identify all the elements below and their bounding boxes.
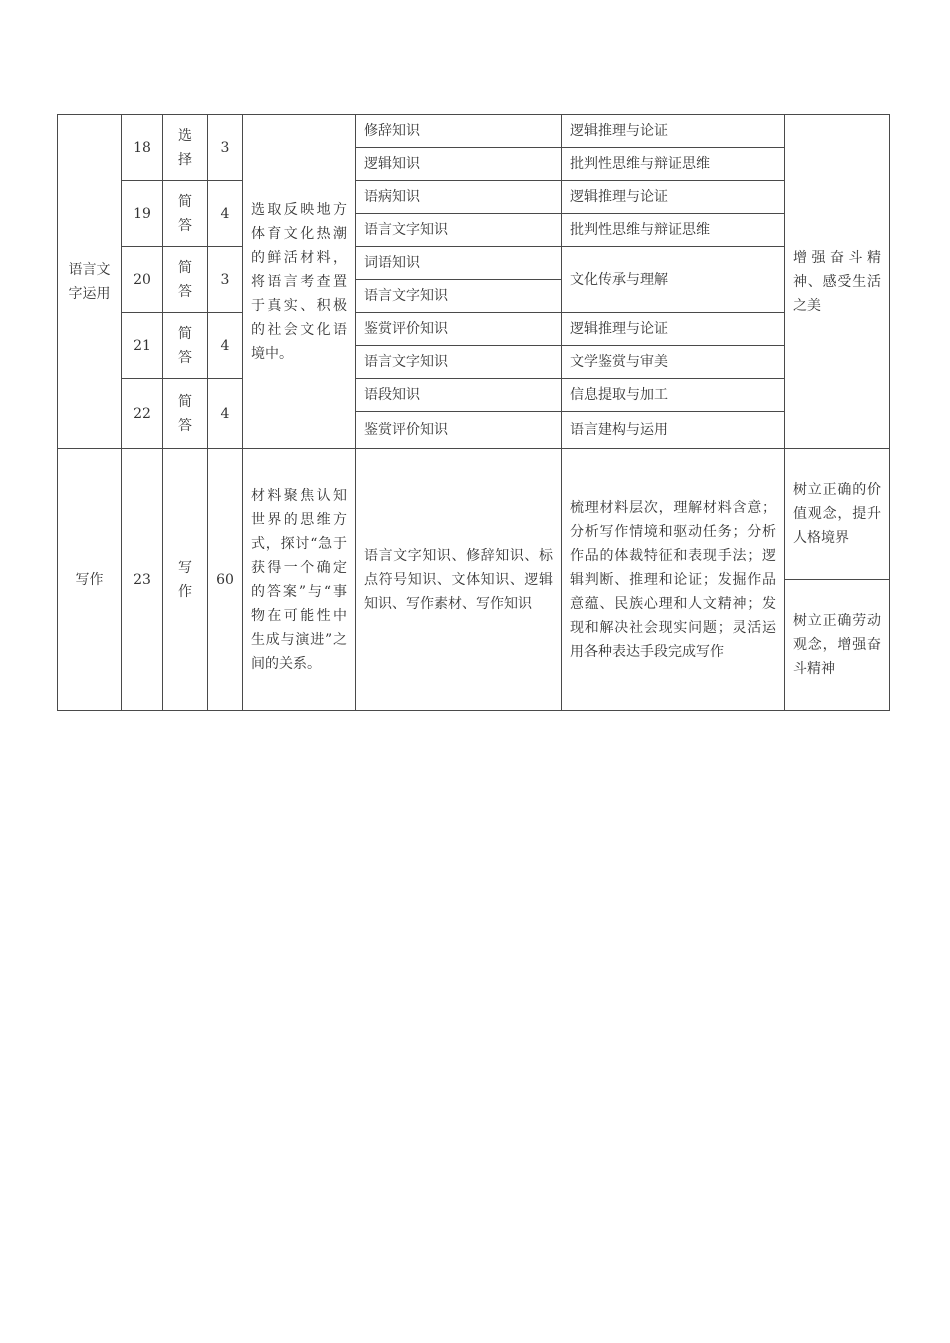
question-type: 简答 xyxy=(163,313,208,379)
question-number: 20 xyxy=(122,247,163,313)
table-row xyxy=(58,115,890,148)
ability-cell: 逻辑推理与论证 xyxy=(562,115,785,148)
material-description: 材料聚焦认知世界的思维方式，探讨“急于获得一个确定的答案”与“事物在可能性中生成与演进”之间的关系。 xyxy=(243,449,356,711)
table-row xyxy=(58,449,890,580)
knowledge-cell: 语言文字知识 xyxy=(356,214,562,247)
table-row xyxy=(58,181,890,214)
ability-cell: 逻辑推理与论证 xyxy=(562,313,785,346)
question-score: 4 xyxy=(208,313,243,379)
module-cell: 写作 xyxy=(58,449,122,711)
ability-cell: 语言建构与运用 xyxy=(562,412,785,449)
question-score: 60 xyxy=(208,449,243,711)
ability-cell: 逻辑推理与论证 xyxy=(562,181,785,214)
table-row xyxy=(58,379,890,412)
ability-cell: 梳理材料层次，理解材料含意；分析写作情境和驱动任务；分析作品的体裁特征和表现手法；逻辑判断、推理和论证；发掘作品意蕴、民族心理和人文精神；发现和解决社会现实问题；灵活运用各种表达手段完成写作 xyxy=(562,449,785,711)
question-type: 简答 xyxy=(163,247,208,313)
knowledge-cell: 语段知识 xyxy=(356,379,562,412)
question-number: 19 xyxy=(122,181,163,247)
ability-cell: 文化传承与理解 xyxy=(562,247,785,313)
knowledge-cell: 鉴赏评价知识 xyxy=(356,313,562,346)
ability-cell: 文学鉴赏与审美 xyxy=(562,346,785,379)
knowledge-cell: 语言文字知识、修辞知识、标点符号知识、文体知识、逻辑知识、写作素材、写作知识 xyxy=(356,449,562,711)
ability-cell: 批判性思维与辩证思维 xyxy=(562,214,785,247)
ability-cell: 批判性思维与辩证思维 xyxy=(562,148,785,181)
question-type: 选择 xyxy=(163,115,208,181)
question-number: 18 xyxy=(122,115,163,181)
question-number: 22 xyxy=(122,379,163,449)
material-description: 选取反映地方体育文化热潮的鲜活材料，将语言考查置于真实、积极的社会文化语境中。 xyxy=(243,115,356,449)
question-type: 写作 xyxy=(163,449,208,711)
question-number: 23 xyxy=(122,449,163,711)
question-type: 简答 xyxy=(163,181,208,247)
values-cell: 树立正确劳动观念，增强奋斗精神 xyxy=(785,580,890,711)
module-cell: 语言文字运用 xyxy=(58,115,122,449)
knowledge-cell: 语言文字知识 xyxy=(356,346,562,379)
table-row xyxy=(58,247,890,280)
knowledge-cell: 词语知识 xyxy=(356,247,562,280)
knowledge-cell: 鉴赏评价知识 xyxy=(356,412,562,449)
exam-spec-table xyxy=(57,114,890,711)
table-row xyxy=(58,313,890,346)
question-type: 简答 xyxy=(163,379,208,449)
question-score: 3 xyxy=(208,115,243,181)
values-cell: 增强奋斗精神、感受生活之美 xyxy=(785,115,890,449)
ability-cell: 信息提取与加工 xyxy=(562,379,785,412)
knowledge-cell: 逻辑知识 xyxy=(356,148,562,181)
knowledge-cell: 语言文字知识 xyxy=(356,280,562,313)
knowledge-cell: 语病知识 xyxy=(356,181,562,214)
question-number: 21 xyxy=(122,313,163,379)
question-score: 4 xyxy=(208,181,243,247)
knowledge-cell: 修辞知识 xyxy=(356,115,562,148)
question-score: 3 xyxy=(208,247,243,313)
values-cell: 树立正确的价值观念，提升人格境界 xyxy=(785,449,890,580)
question-score: 4 xyxy=(208,379,243,449)
